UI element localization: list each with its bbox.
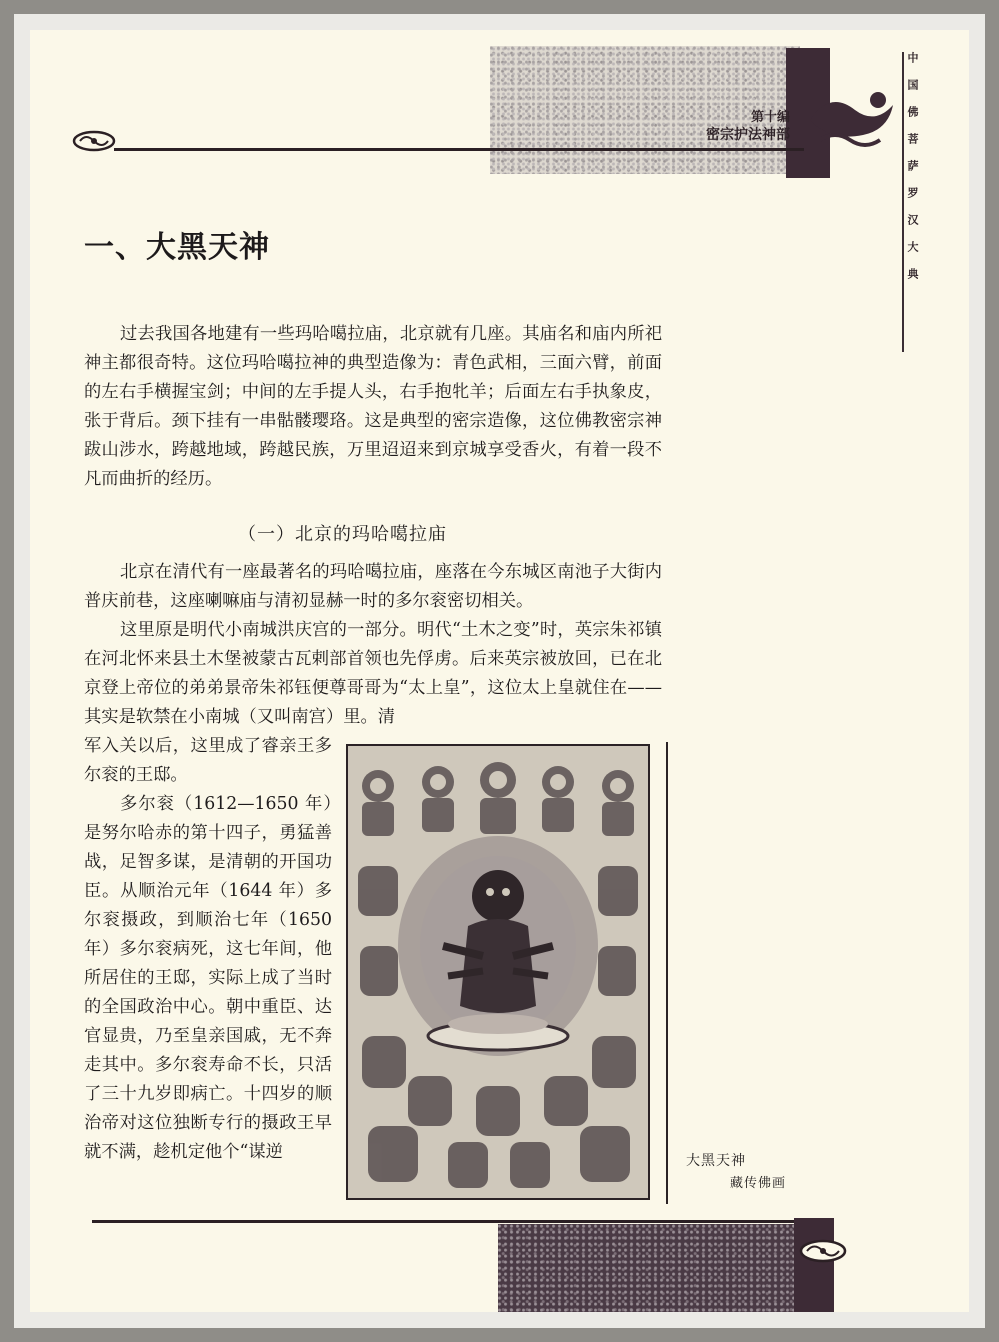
intro-paragraph: 过去我国各地建有一些玛哈噶拉庙，北京就有几座。其庙名和庙内所祀神主都很奇特。这位玛哈噶拉神的典型造像为：青色武相，三面六臂，前面的左右手横握宝剑；中间的左手提人头，右手抱牝羊；后面左右手执象皮，张于背后。颈下挂有一串骷髅璎珞。这是典型的密宗造像，这位佛教密宗神跋山涉水，跨越地域，跨越民族，万里迢迢来到京城享受香火，有着一段不凡而曲折的经历。: [84, 324, 662, 489]
page-frame: [14, 14, 985, 1328]
book-title-vertical: 中国佛菩萨罗汉大典: [906, 52, 919, 295]
footer-texture: [498, 1224, 808, 1312]
figure-rule: [666, 742, 668, 1204]
figure-caption-source: 藏传佛画: [730, 1176, 787, 1191]
mahakala-thangka-image: [346, 744, 650, 1200]
body-paragraph: 北京在清代有一座最著名的玛哈噶拉庙，座落在今东城区南池子大街内普庆前巷，这座喇嘛庙与清初显赫一时的多尔衮密切相关。: [84, 562, 662, 611]
figure-caption-title: 大黑天神: [686, 1153, 746, 1169]
section-subtitle: （一）北京的玛哈噶拉庙: [238, 524, 447, 545]
body-paragraph: 军入关以后，这里成了睿亲王多尔衮的王邸。: [84, 736, 332, 785]
body-paragraph: 这里原是明代小南城洪庆宫的一部分。明代“土木之变”时，英宗朱祁镇在河北怀来县土木堡被蒙古瓦剌部首领也先俘虏。后来英宗被放回，已在北京登上帝位的弟弟景帝朱祁钰便尊哥哥为“太上皇”，这位太上皇就住在——其实是软禁在小南城（又叫南宫）里。清: [84, 620, 662, 727]
section-label: 密宗护法神部: [706, 127, 790, 143]
footer-rule: [92, 1220, 812, 1223]
header-rule: [114, 148, 804, 151]
part-label: 第十编: [750, 110, 790, 125]
body-paragraph: 多尔衮（1612—1650 年）是努尔哈赤的第十四子，勇猛善战，足智多谋，是清朝的开国功臣。从顺治元年（1644 年）多尔衮摄政，到顺治七年（1650 年）多尔衮病死，这七年间，他所居住的王邸，实际上成了当时的全国政治中心。朝中重臣、达官显贵，乃至皇亲国戚，无不奔走其中。多尔衮寿命不长，只活了三十九岁即病亡。十四岁的顺治帝对这位独断专行的摄政王早就不满，趁机定他个“谋逆: [84, 794, 332, 1162]
dragon-ornament-icon: [800, 70, 900, 160]
cloud-ornament-icon: [796, 1236, 850, 1266]
cloud-ornament-icon: [70, 128, 118, 154]
book-page: [30, 30, 969, 1312]
thangka-illustration: [348, 746, 648, 1198]
chapter-title: 一、大黑天神: [84, 230, 270, 265]
